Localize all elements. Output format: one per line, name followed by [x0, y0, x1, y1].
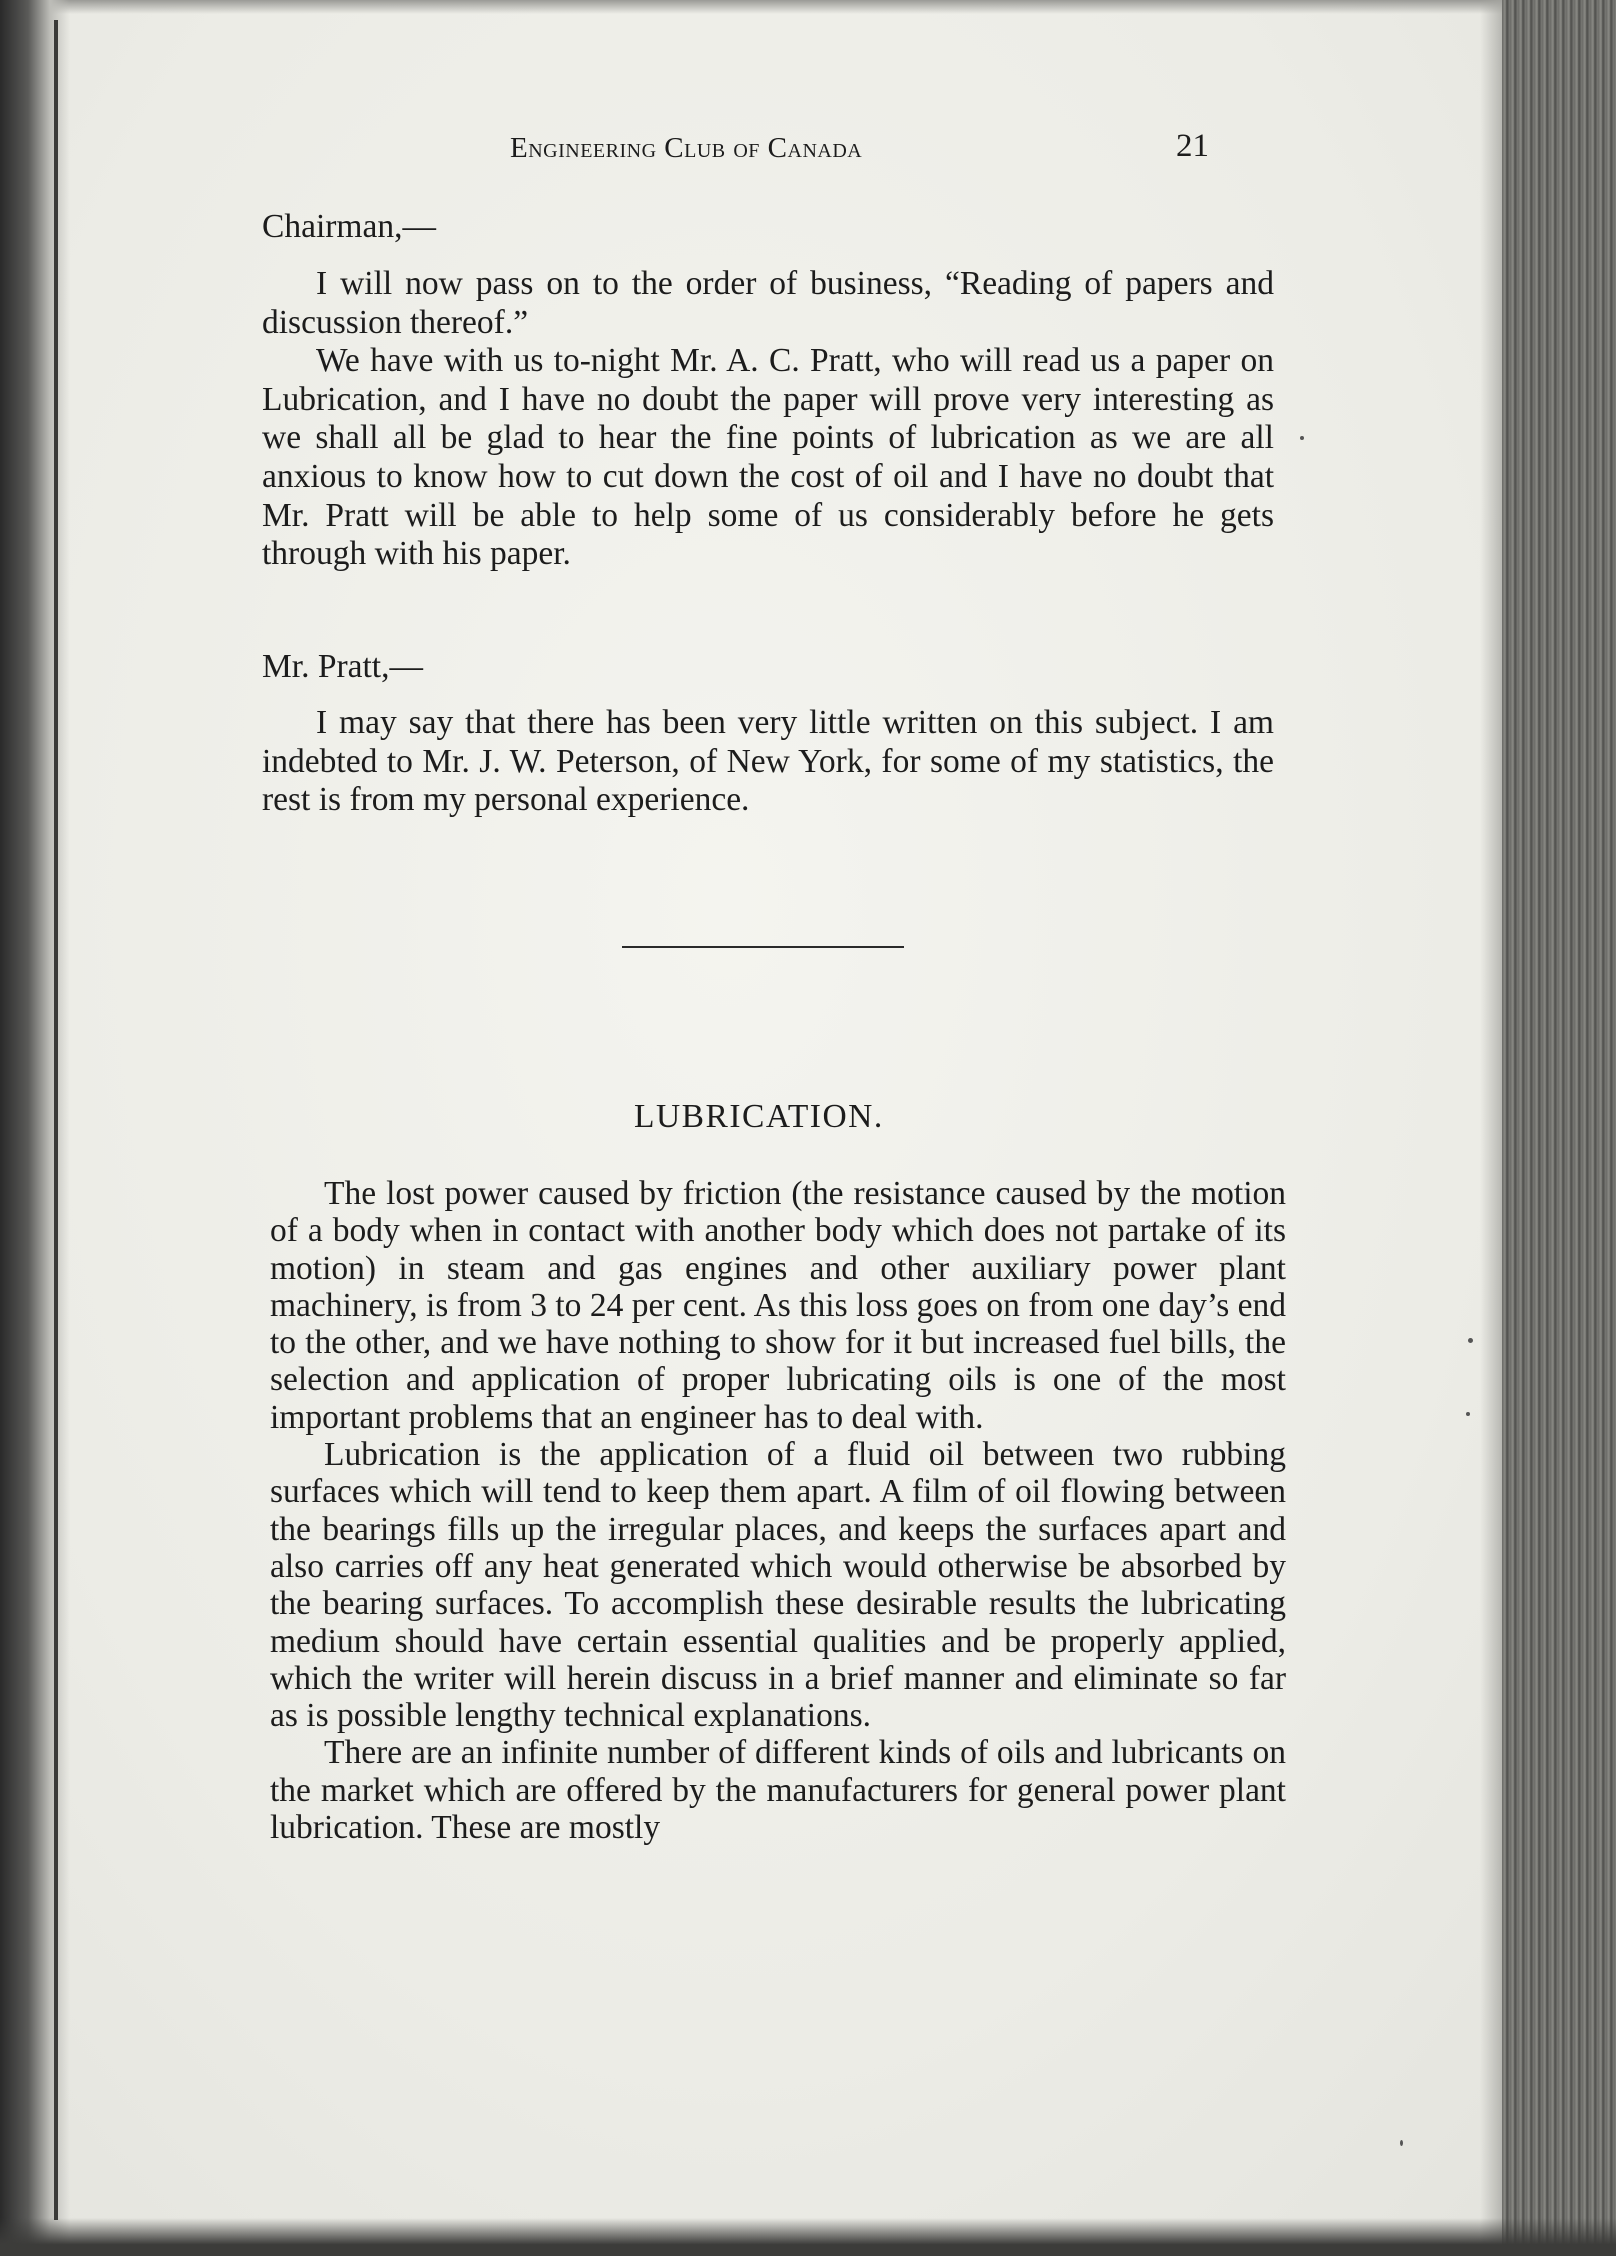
page-edge-stack	[1502, 0, 1616, 2256]
chairman-paragraph-2: We have with us to-night Mr. A. C. Pratt, who will read us a paper on Lubrication, and I have no doubt the paper will prove very interesting as we shall all be glad to hear the fine points of lubrication as we are all anxious to know how to cut down the cost of oil and I have no doubt that Mr. Pratt will be able to help some of us considerably before he gets through with his paper.	[262, 342, 1274, 573]
chairman-remarks	[262, 265, 1274, 574]
article-title: LUBRICATION.	[634, 1098, 884, 1135]
pratt-remarks	[262, 704, 1274, 820]
article-paragraph-3: There are an infinite number of different kinds of oils and lubricants on the market which are offered by the manufacturers for general power plant lubrication. These are mostly	[270, 1734, 1286, 1847]
article-paragraph-1: The lost power caused by friction (the resistance caused by the motion of a body when in contact with another body which does not partake of its motion) in steam and gas engines and other auxiliary power plant machinery, is from 3 to 24 per cent. As this loss goes on from one day’s end to the other, and we have nothing to show for it but increased fuel bills, the selection and application of proper lubricating oils is one of the most important problems that an engineer has to deal with.	[270, 1175, 1286, 1436]
scan-speck	[1400, 2140, 1403, 2146]
pratt-label: Mr. Pratt,—	[262, 648, 423, 685]
scan-speck	[1466, 1412, 1470, 1416]
top-edge-shadow	[0, 0, 1616, 14]
running-header: Engineering Club of Canada	[510, 132, 863, 164]
pratt-paragraph-1: I may say that there has been very little written on this subject. I am indebted to Mr. J. W. Peterson, of New York, for some of my statistics, the rest is from my personal experience.	[262, 704, 1274, 819]
chairman-label: Chairman,—	[262, 208, 436, 245]
chairman-paragraph-1: I will now pass on to the order of business, “Reading of papers and discussion thereof.”	[262, 265, 1274, 341]
scan-speck	[1468, 1338, 1473, 1343]
article-body	[270, 1175, 1286, 1846]
article-paragraph-2: Lubrication is the application of a fluid oil between two rubbing surfaces which will tend to keep them apart. A film of oil flowing between the bearings fills up the irregular places, and keeps the surfaces apart and also carries off any heat generated which would otherwise be absorbed by the bearing surfaces. To accomplish these desirable results the lubricating medium should have certain essential qualities and be properly applied, which the writer will herein discuss in a brief manner and eliminate so far as is possible lengthy technical explanations.	[270, 1436, 1286, 1735]
bottom-edge-shadow	[0, 2218, 1616, 2256]
binding-edge-line	[54, 20, 58, 2220]
section-divider	[622, 946, 904, 948]
scan-speck	[1300, 436, 1304, 440]
page-number: 21	[1176, 128, 1209, 164]
binding-gutter	[0, 0, 70, 2256]
